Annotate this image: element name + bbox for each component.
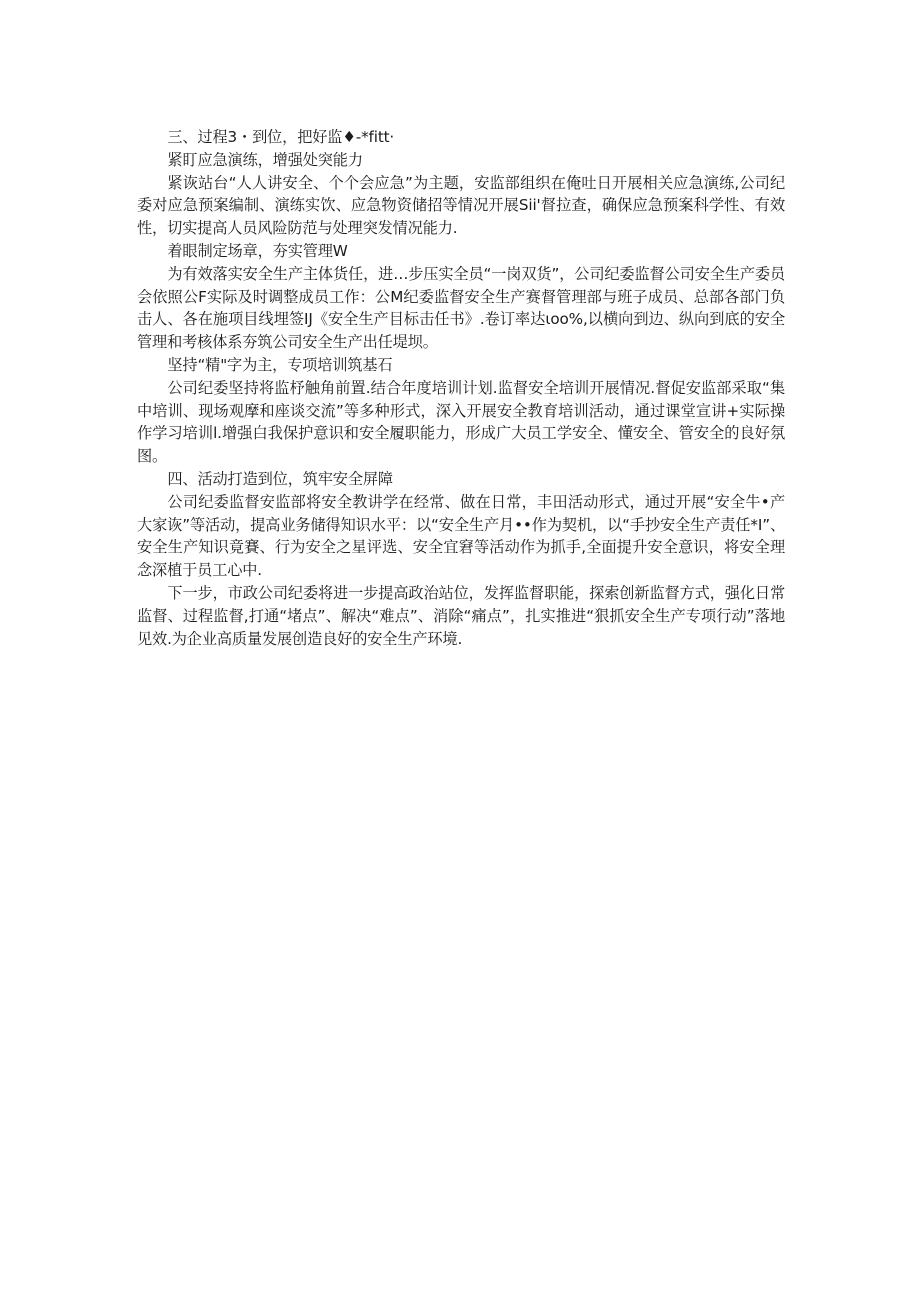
section-heading-four: 四、活动打造到位，筑牢安全屏障	[167, 469, 393, 488]
subheading-training: 坚持“精"字为主，专项培训筑基石	[167, 355, 393, 374]
paragraph-emergency-drill: 紧诙站台“人人讲安全、个个会应急”为主题，安监部组织在俺吐日开展相关应急演练,公司纪委对应急预案编制、演练实饮、应急物资储招等情况开展Sii'督拉查，确保应急预案科学性、有效性，切实提高人员风险防范与处理突发情况能力.	[137, 173, 785, 238]
paragraph-next-step: 下一步，市政公司纪委将进一步提高政治站位，发挥监督职能，探索创新监督方式，强化日常监督、过程监督,打通“堵点”、解决“难点”、消除“痛点”，扎实推进“狠抓安全生产专项行动”落地见效.为企业高质量发展创造良好的安全生产环境.	[137, 583, 785, 648]
subheading-emergency-drill: 紧盯应急演练，增强处突能力	[167, 150, 363, 169]
document-page	[137, 126, 785, 650]
subheading-management: 着眼制定场章，夯实管理W	[167, 241, 348, 260]
paragraph-responsibility: 为有效落实安全生产主体货任，进…步压实全员“一岗双货”，公司纪委监督公司安全生产委员会依照公F实际及时调整成员工作：公M纪委监督安全生产赛督管理部与班子成员、总部各部门负击人、各在施项目线埋签IJ《安全生产目标击任书》.卷订率达ιoo%,以横向到边、纵向到底的安全管理和考核体系夯筑公司安全生产出任堤坝。	[137, 264, 785, 352]
section-heading-three: 三、过程3・到位，把好监♦-*fitt·	[167, 128, 395, 146]
paragraph-training: 公司纪委坚持将监杼触角前置.结合年度培训计划.监督安全培训开展情况.督促安监部采取“集中培训、现场观摩和座谈交流”等多种形式，深入开展安全教育培训活动，通过课堂宣讲+实际操作学习培训l.增强白我保护意识和安全履职能力，形成广大员工学安全、懂安全、管安全的良好氛图。	[137, 378, 785, 466]
paragraph-activities: 公司纪委监督安监部将安全教讲学在经常、做在日常，丰田活动形式，通过开展“安全牛•产大家诙”等活动，提高业务储得知识水平：以“安全生产月••作为契机，以“手抄安全生产责任*I”、安全生产知识竟賽、行为安全之星评选、安全宜窘等活动作为抓手,全面提升安全意识，将安全理念深植于员工心中.	[137, 492, 785, 580]
